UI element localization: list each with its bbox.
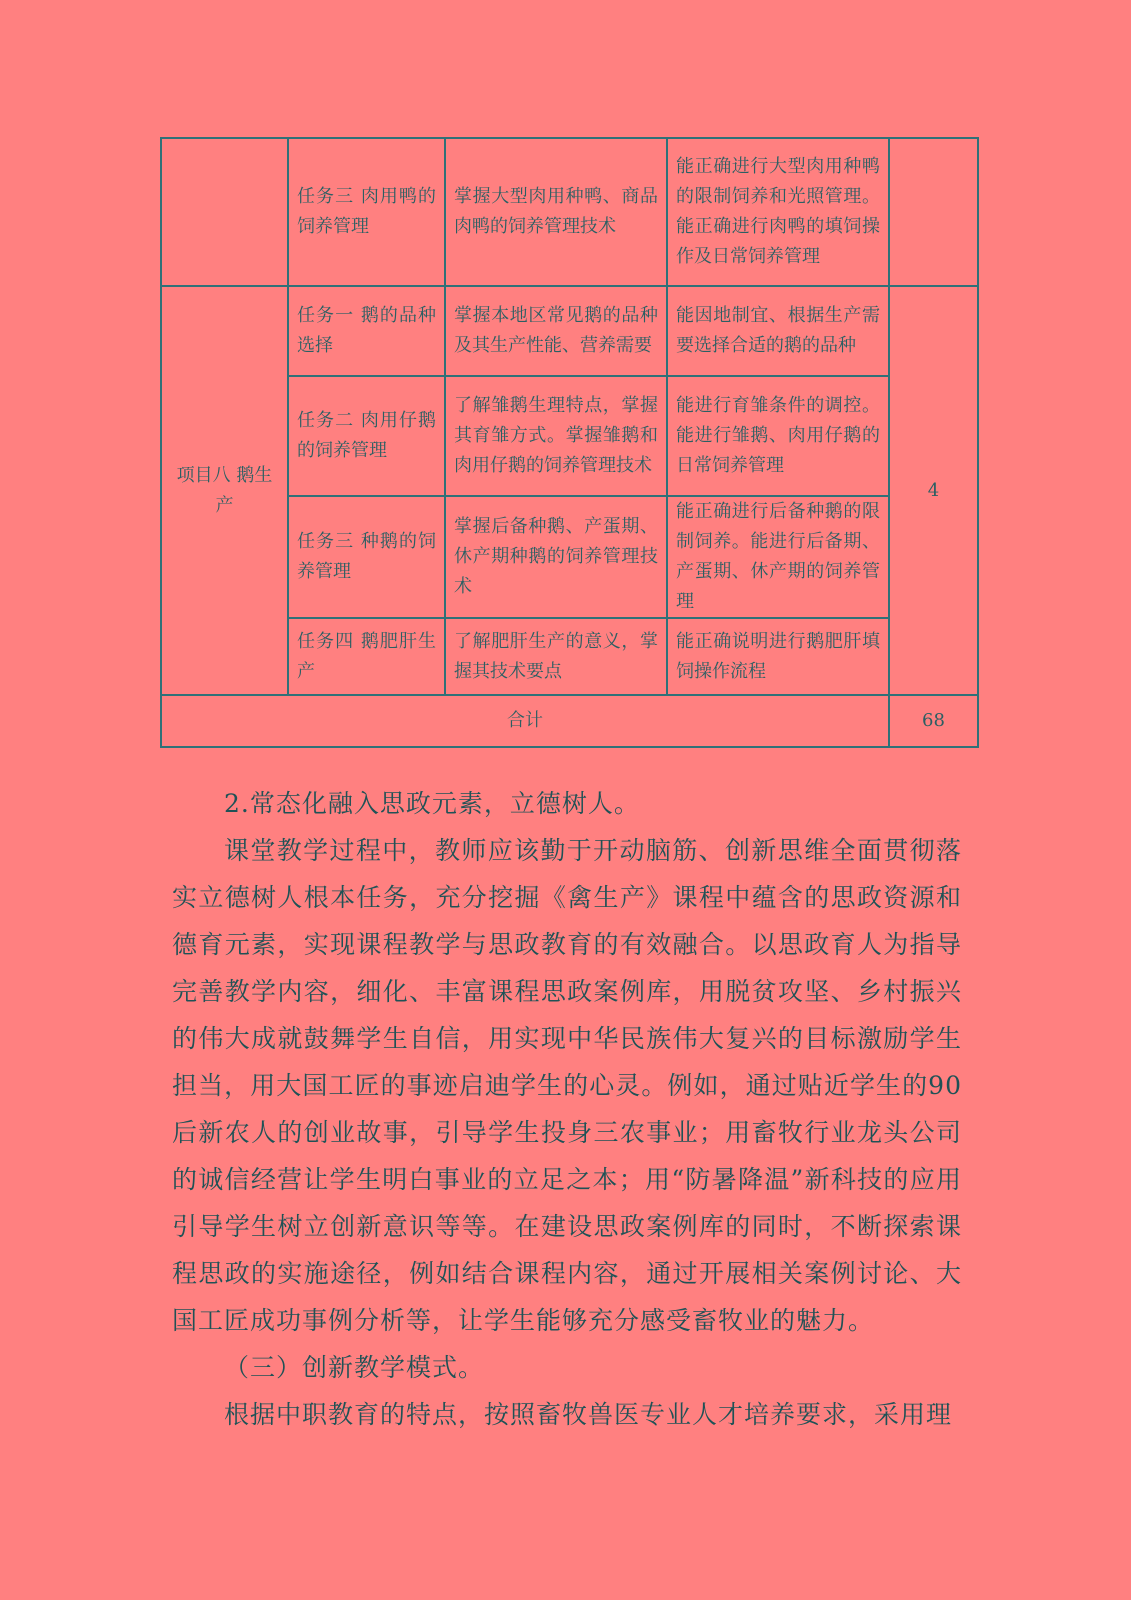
task-cell: 任务四 鹅肥肝生产 (288, 618, 445, 695)
knowledge-cell: 掌握后备种鹅、产蛋期、休产期种鹅的饲养管理技术 (445, 496, 667, 618)
section-heading: 2.常态化融入思政元素，立德树人。 (224, 789, 640, 818)
skill-cell: 能正确进行后备种鹅的限制饲养。能进行后备期、产蛋期、休产期的饲养管理 (667, 496, 889, 618)
task-cell: 任务三 种鹅的饲养管理 (288, 496, 445, 618)
knowledge-cell: 掌握大型肉用种鸭、商品肉鸭的饲养管理技术 (445, 138, 667, 286)
body-text (172, 780, 962, 1438)
total-label: 合计 (161, 695, 889, 747)
hours-cell: 4 (889, 286, 978, 695)
skill-cell: 能进行育雏条件的调控。能进行雏鹅、肉用仔鹅的日常饲养管理 (667, 376, 889, 496)
project-cell: 项目八 鹅生产 (161, 286, 288, 695)
paragraph: 根据中职教育的特点，按照畜牧兽医专业人才培养要求，采用理 (224, 1400, 953, 1429)
task-cell: 任务三 肉用鸭的饲养管理 (288, 138, 445, 286)
knowledge-cell: 掌握本地区常见鹅的品种及其生产性能、营养需要 (445, 286, 667, 376)
knowledge-cell: 了解雏鹅生理特点，掌握其育雏方式。掌握雏鹅和肉用仔鹅的饲养管理技术 (445, 376, 667, 496)
knowledge-cell: 了解肥肝生产的意义，掌握其技术要点 (445, 618, 667, 695)
table-row (161, 286, 978, 376)
task-cell: 任务二 肉用仔鹅的饲养管理 (288, 376, 445, 496)
section-heading: （三）创新教学模式。 (224, 1353, 485, 1382)
curriculum-table (160, 137, 979, 748)
hours-cell (889, 138, 978, 286)
total-row (161, 695, 978, 747)
total-value: 68 (889, 695, 978, 747)
project-cell (161, 138, 288, 286)
table-row (161, 138, 978, 286)
skill-cell: 能正确进行大型肉用种鸭的限制饲养和光照管理。能正确进行肉鸭的填饲操作及日常饲养管理 (667, 138, 889, 286)
task-cell: 任务一 鹅的品种选择 (288, 286, 445, 376)
skill-cell: 能正确说明进行鹅肥肝填饲操作流程 (667, 618, 889, 695)
paragraph: 课堂教学过程中，教师应该勤于开动脑筋、创新思维全面贯彻落实立德树人根本任务，充分挖掘《禽生产》课程中蕴含的思政资源和德育元素，实现课程教学与思政教育的有效融合。以思政育人为指导完善教学内容，细化、丰富课程思政案例库，用脱贫攻坚、乡村振兴的伟大成就鼓舞学生自信，用实现中华民族伟大复兴的目标激励学生担当，用大国工匠的事迹启迪学生的心灵。例如，通过贴近学生的90 后新农人的创业故事，引导学生投身三农事业；用畜牧行业龙头公司的诚信经营让学生明白事业的立足之本；用“防暑降温”新科技的应用引导学生树立创新意识等等。在建设思政案例库的同时，不断探索课程思政的实施途径，例如结合课程内容，通过开展相关案例讨论、大国工匠成功事例分析等，让学生能够充分感受畜牧业的魅力。 (172, 836, 962, 1335)
skill-cell: 能因地制宜、根据生产需要选择合适的鹅的品种 (667, 286, 889, 376)
